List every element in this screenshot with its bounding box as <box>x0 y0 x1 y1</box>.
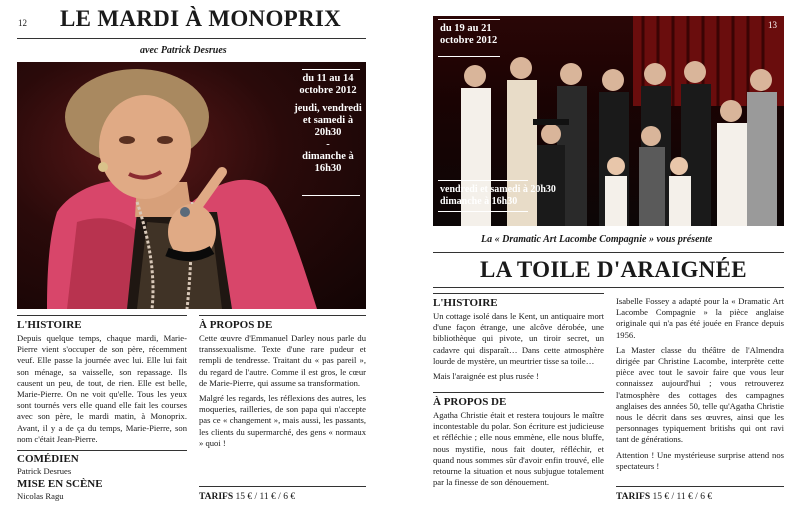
column-right-text <box>616 296 784 476</box>
date-range-line1: du 11 au 14 <box>302 73 354 84</box>
apropos-rule-left <box>199 315 366 316</box>
mise-en-scene-name: Nicolas Ragu <box>17 491 64 501</box>
date-days-line1-right: vendredi et samedi à 20h30 <box>440 184 556 195</box>
histoire-rule-right <box>433 293 604 294</box>
actor-photo <box>17 62 366 309</box>
column-right-para3: Attention ! Une mystérieuse surprise attend nos spectateurs ! <box>616 449 784 471</box>
page-title-left: LE MARDI À MONOPRIX <box>60 6 342 31</box>
tarifs-right <box>616 492 712 502</box>
apropos-text-left <box>199 333 366 453</box>
tarifs-values-left: 15 € / 11 € / 6 € <box>235 492 296 502</box>
page-number-right: 13 <box>768 20 777 30</box>
date-range-line2: octobre 2012 <box>299 85 357 96</box>
date-separator: - <box>326 139 330 150</box>
title-rule-left <box>17 38 366 39</box>
tarifs-label-left: TARIFS <box>199 492 234 502</box>
subtitle-left: avec Patrick Desrues <box>140 45 227 56</box>
date-range-line1-right: du 19 au 21 <box>440 23 492 34</box>
page-title-right: LA TOILE D'ARAIGNÉE <box>480 257 747 282</box>
column-right-para1: Isabelle Fossey a adapté pour la « Dramatic Art Lacombe Compagnie » la pièce anglaise originale qui n'a pas été jouée en France depuis 1956. <box>616 296 784 340</box>
histoire-para2-right: Mais l'araignée est plus rusée ! <box>433 371 539 382</box>
date-rule-bottom <box>302 195 360 196</box>
title-rule-right-bottom <box>433 287 784 288</box>
histoire-heading-left: L'HISTOIRE <box>17 319 82 331</box>
apropos-heading-left: À PROPOS DE <box>199 319 273 331</box>
troupe-photo <box>433 16 784 226</box>
date-rule-bottom-right <box>438 211 528 212</box>
date-days-line1: jeudi, vendredi <box>294 103 362 114</box>
apropos-para1-left: Cette œuvre d'Emmanuel Darley nous parle du transsexualisme. Texte d'une rare pudeur et rempli de tendresse. Traitant du « pas pareil », du regard de l'autre. Comme il est gros, le cœur de Marie-Pierre, qui assume sa transformation. <box>199 333 366 388</box>
date-box-left <box>289 73 366 175</box>
presenter-line: La « Dramatic Art Lacombe Compagnie » vous présente <box>481 234 713 245</box>
date-rule-low-right <box>438 180 528 181</box>
tarifs-rule-right <box>616 486 784 487</box>
date-days-line3: 20h30 <box>314 127 342 138</box>
date-rule-mid-right <box>438 56 500 57</box>
date-box-right-top <box>440 23 497 47</box>
title-rule-right-top <box>433 252 784 253</box>
date-sunday-line1: dimanche à <box>302 151 354 162</box>
date-days-line2: et samedi à <box>302 115 354 126</box>
column-right-para2: La Master classe du théâtre de l'Almendra dirigée par Christine Lacombe, interprète cette pièce avec tout le savoir faire que vous leur connaissez aujourd'hui ; vous retrouverez l'atmosphère des cottages des campagnes anglaises des années 50, telle qu'Agatha Christie nous le décrit dans ses œuvres, ainsi que les personnages typiquement britishs qui ont ravi tant de générations. <box>616 344 784 445</box>
comedien-name: Patrick Desrues <box>17 466 72 476</box>
date-sunday-line2: 16h30 <box>314 163 342 174</box>
histoire-heading-right: L'HISTOIRE <box>433 297 498 309</box>
tarifs-left <box>199 492 295 502</box>
date-range-line2-right: octobre 2012 <box>440 35 498 46</box>
date-rule-top-right <box>438 19 500 20</box>
histoire-text-left: Depuis quelque temps, chaque mardi, Marie-Pierre vient s'occuper de son père, récemment veuf. Elle passe la journée avec lui. Elle lui fait son ménage, sa vaisselle, son repassage. Ils causent un peu, de tout, de rien. Elle est belle, Marie-Pierre. On ne voit qu'elle. Tous les yeux sont tournés vers elle quand elle fait les courses avec son père, le mardi matin, à Monoprix. Avant, il y a de ça du temps, Marie-Pierre, son nom c'était Jean-Pierre. <box>17 333 187 444</box>
apropos-heading-right: À PROPOS DE <box>433 396 507 408</box>
comedien-heading: COMÉDIEN <box>17 453 79 465</box>
tarifs-rule-left <box>199 486 366 487</box>
date-days-line2-right: dimanche à 16h30 <box>440 196 518 207</box>
histoire-text-right <box>433 311 604 386</box>
mise-en-scene-heading: MISE EN SCÈNE <box>17 478 103 490</box>
date-rule-top <box>302 69 360 70</box>
histoire-rule-left <box>17 315 187 316</box>
date-box-right-bottom <box>440 184 556 208</box>
tarifs-label-right: TARIFS <box>616 492 651 502</box>
comedien-rule <box>17 450 187 451</box>
histoire-para1-right: Un cottage isolé dans le Kent, un antiquaire mort d'une façon étrange, une alcôve dérobée, une bibliothèque qui pivote, un tiroir secret, un cadavre qui disparaît… Dans cette atmosphère lourde de mystère, un meurtrier tisse sa toile… <box>433 311 604 366</box>
tarifs-values-right: 15 € / 11 € / 6 € <box>652 492 713 502</box>
apropos-para2-left: Malgré les regards, les réflexions des autres, les moqueries, railleries, de son papa qui n'accepte pas ce « changement », mais aussi, les passants, les clients du supermarché, des gens « normaux » quoi ! <box>199 393 366 448</box>
page-number-left: 12 <box>18 18 27 28</box>
apropos-rule-right <box>433 392 604 393</box>
apropos-text-right: Agatha Christie était et restera toujours le maître incontestable du polar. Son écriture est judicieuse et réfléchie ; elle nous emmène, elle nous bluffe, nous mystifie, nous fait douter, réfléchir, et quand nous sommes sûr d'avoir enfin trouvé, elle retourne la situation et nous subjugue totalement par la finesse de son dénouement. <box>433 410 604 488</box>
